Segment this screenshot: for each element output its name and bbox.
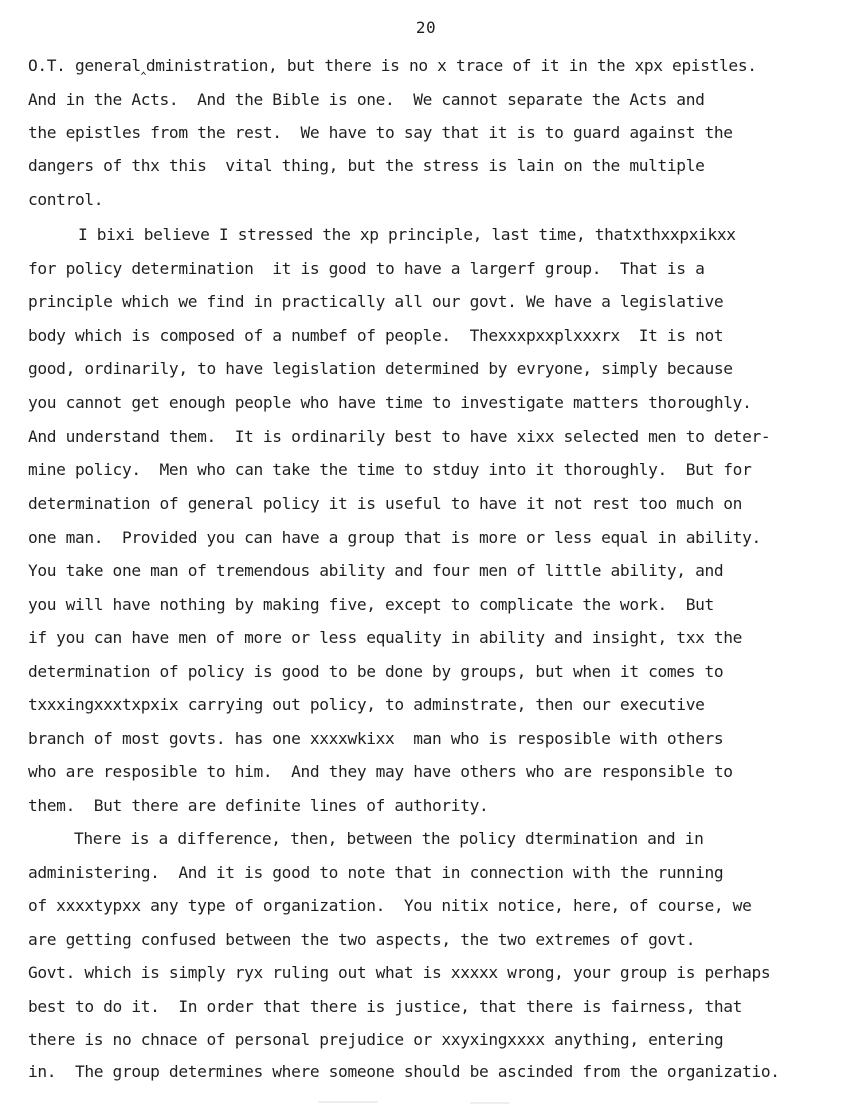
text-line: determination of general policy it is useful to have it not rest too much on [28,494,743,513]
text-line: best to do it. In order that there is justice, that there is fairness, that [28,997,743,1016]
text-line: principle which we find in practically all our govt. We have a legislative [28,292,724,311]
scan-smudge [318,1101,378,1103]
text-line: You take one man of tremendous ability and four men of little ability, and [28,561,724,580]
text-line: I bixi believe I stressed the xp principle, last time, thatxthxxpxikxx [78,225,736,244]
text-line: in. The group determines where someone should be ascinded from the organizatio. [28,1062,780,1081]
text-line: good, ordinarily, to have legislation determined by evryone, simply because [28,359,733,378]
text-line: mine policy. Men who can take the time to stduy into it thoroughly. But for [28,460,752,479]
scan-smudge [470,1102,510,1104]
text-line: one man. Provided you can have a group that is more or less equal in ability. [28,528,761,547]
text-line: Govt. which is simply ryx ruling out what is xxxxx wrong, your group is perhaps [28,963,771,982]
text-line: O.T. general‸dministration, but there is no x trace of it in the xpx epistles. [28,56,757,75]
text-line: who are resposible to him. And they may have others who are responsible to [28,762,733,781]
text-line: determination of policy is good to be done by groups, but when it comes to [28,662,724,681]
page-number: 20 [415,18,437,37]
text-line: of xxxxtypxx any type of organization. You nitix notice, here, of course, we [28,896,752,915]
text-line: txxxingxxxtxpxix carrying out policy, to adminstrate, then our executive [28,695,705,714]
text-line: body which is composed of a numbef of people. Thexxxpxxplxxxrx It is not [28,326,724,345]
text-line: control. [28,190,104,209]
text-line: you will have nothing by making five, except to complicate the work. But [28,595,714,614]
text-line: branch of most govts. has one xxxxwkixx man who is resposible with others [28,729,724,748]
text-line: if you can have men of more or less equality in ability and insight, txx the [28,628,743,647]
text-line: administering. And it is good to note that in connection with the running [28,863,724,882]
text-line: for policy determination it is good to have a largerf group. That is a [28,259,705,278]
text-line: them. But there are definite lines of authority. [28,796,489,815]
text-line: the epistles from the rest. We have to say that it is to guard against the [28,123,733,142]
text-line: are getting confused between the two aspects, the two extremes of govt. [28,930,696,949]
text-line: And in the Acts. And the Bible is one. We cannot separate the Acts and [28,90,705,109]
text-line: And understand them. It is ordinarily best to have xixx selected men to deter- [28,427,771,446]
text-line: you cannot get enough people who have time to investigate matters thoroughly. [28,393,752,412]
text-line: dangers of thx this vital thing, but the stress is lain on the multiple [28,156,705,175]
text-line: there is no chnace of personal prejudice or xxyxingxxxx anything, entering [28,1030,724,1049]
text-line: There is a difference, then, between the policy dtermination and in [74,829,704,848]
